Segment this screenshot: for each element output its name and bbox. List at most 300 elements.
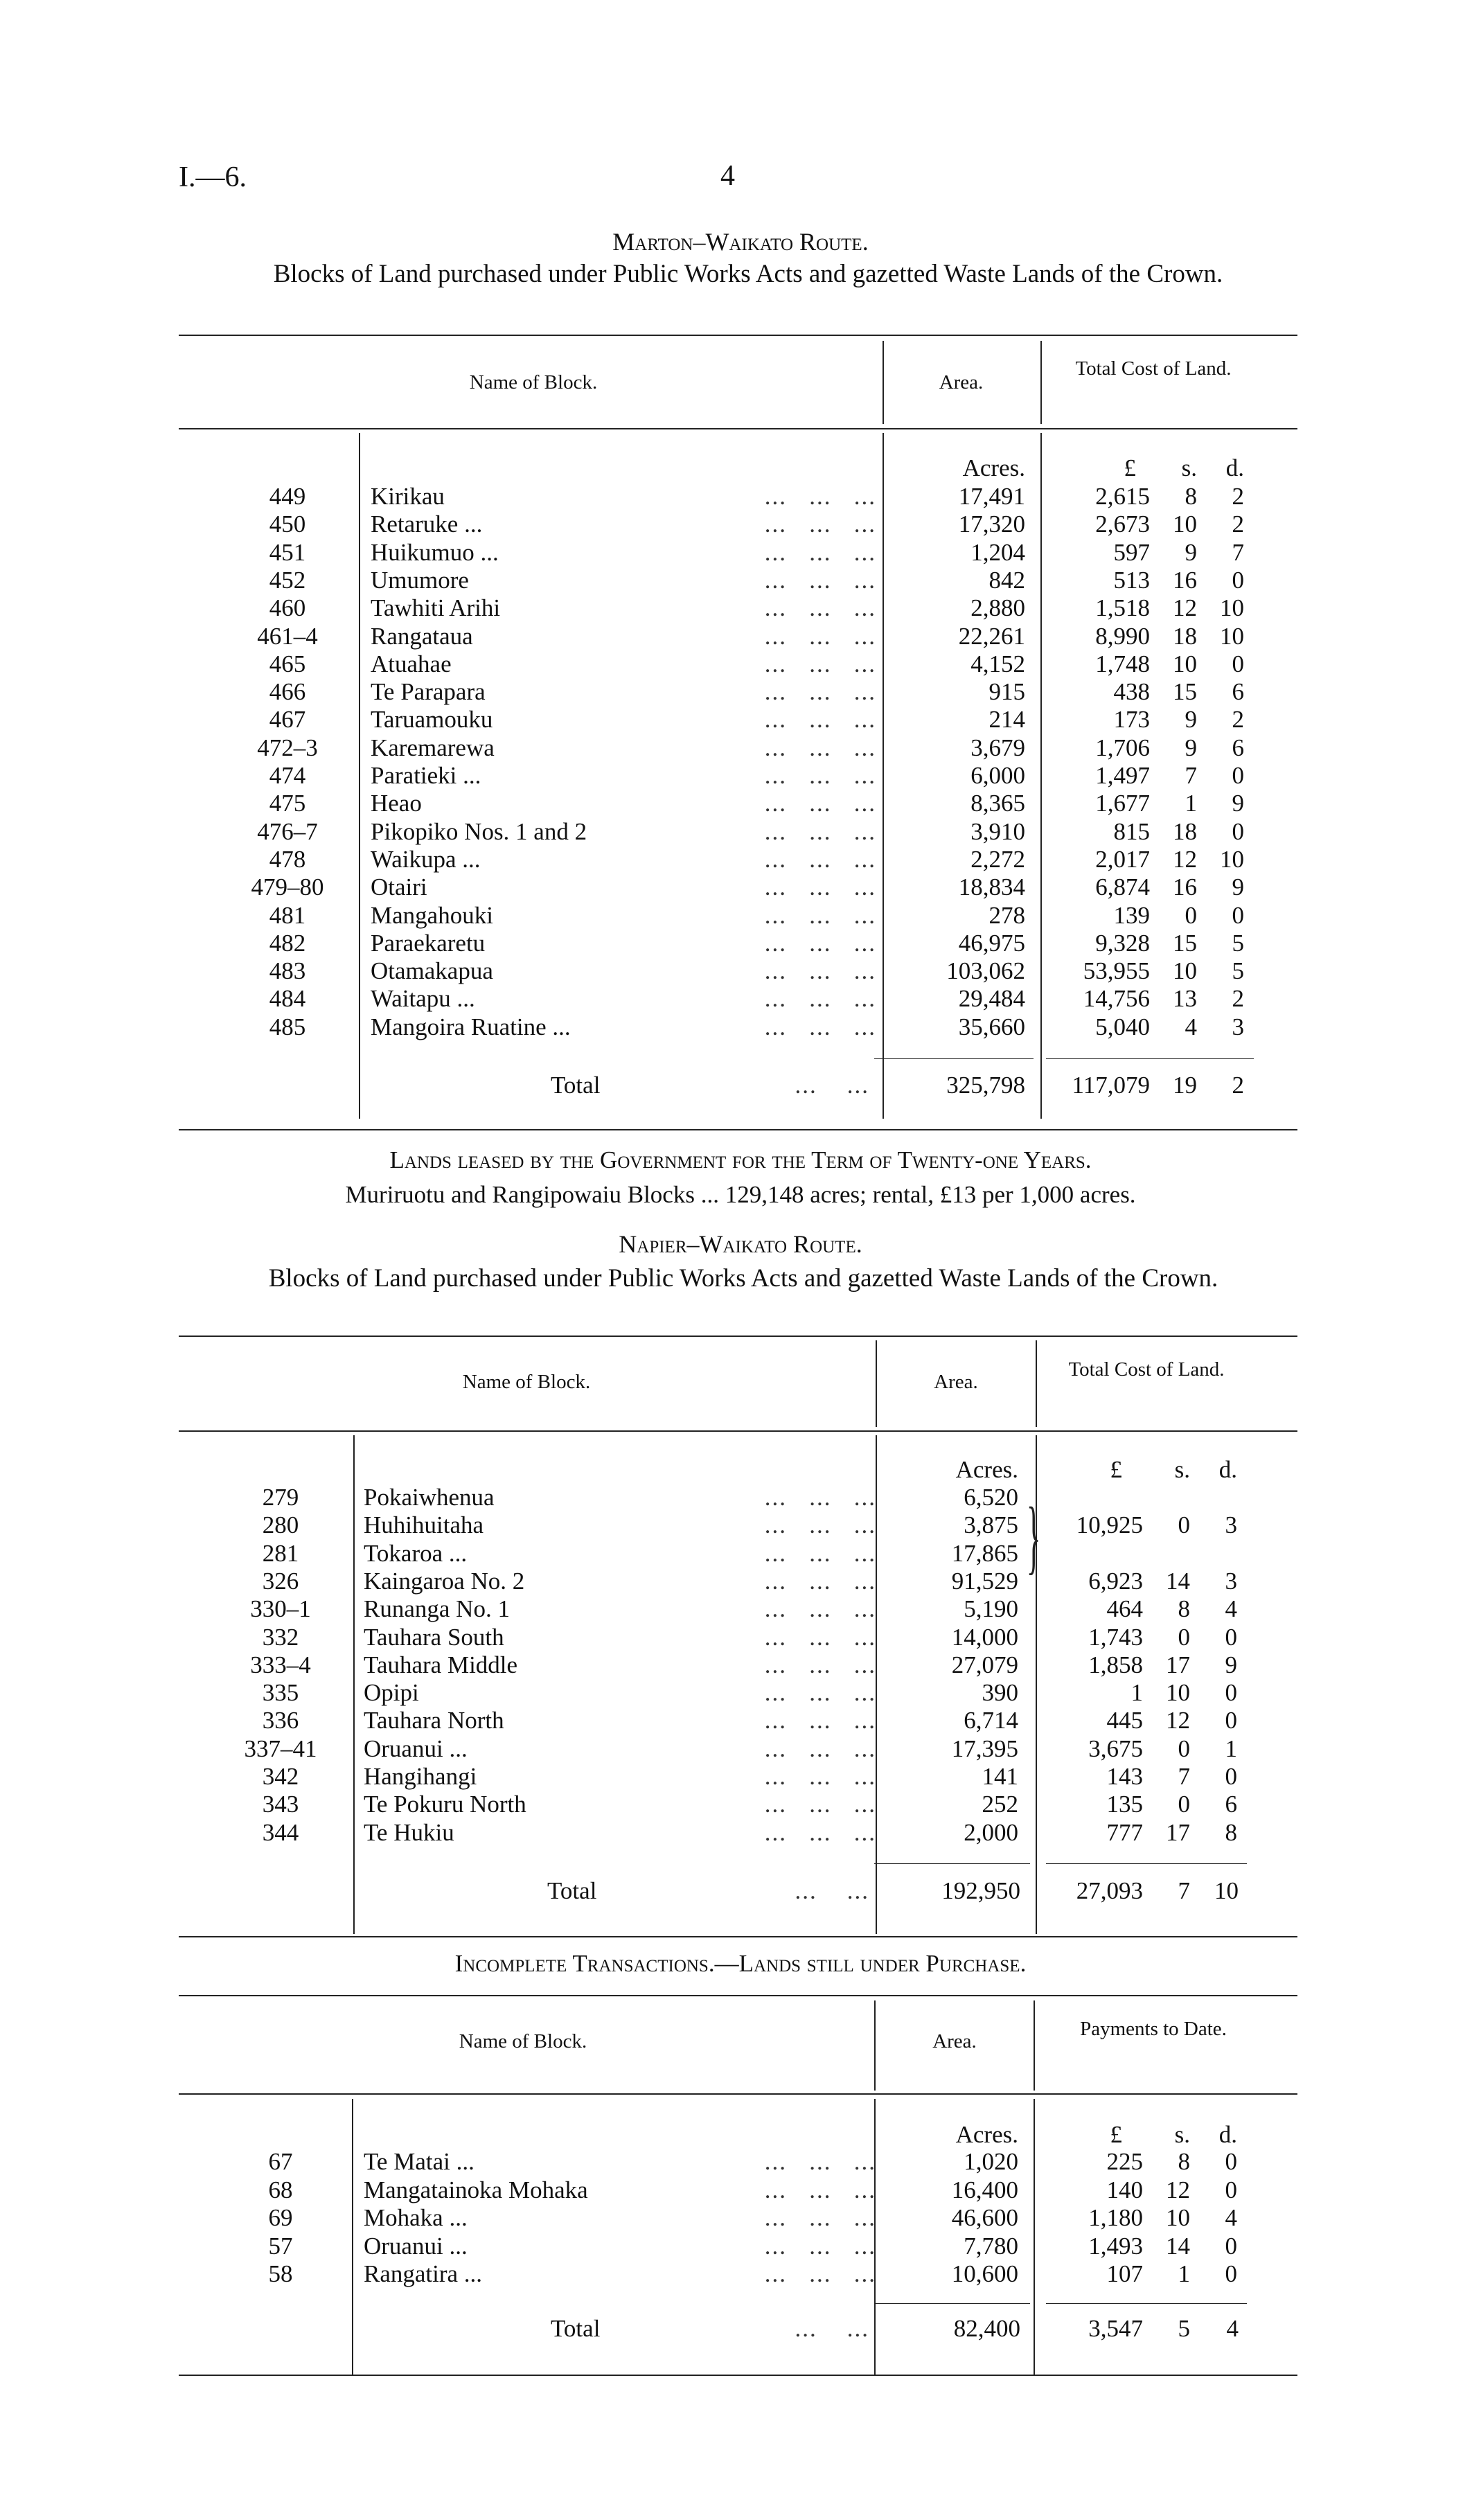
block-number: 332 [262, 1623, 299, 1651]
cost-shillings: 18 [1173, 817, 1197, 845]
cost-pence: 3 [1225, 1511, 1237, 1539]
cost-shillings: 0 [1178, 1623, 1190, 1651]
section1-header-divider-2 [1040, 341, 1042, 424]
cost-shillings: 16 [1173, 873, 1197, 901]
section1-header-divider-1 [883, 341, 884, 424]
block-name: Waitapu ... [371, 985, 475, 1013]
cost-pence: 2 [1232, 483, 1244, 510]
block-area: 6,714 [964, 1707, 1018, 1734]
block-number: 344 [262, 1818, 299, 1846]
block-number: 484 [269, 985, 306, 1013]
block-area: 3,875 [964, 1511, 1018, 1539]
table-row [0, 483, 1481, 511]
section3-title [0, 1950, 1481, 1978]
cost-shillings: 17 [1166, 1818, 1190, 1846]
leader-dots: ... ... ... [764, 1484, 876, 1511]
cost-pence: 0 [1232, 566, 1244, 594]
page-number: 4 [720, 160, 735, 192]
cost-pence: 0 [1225, 1679, 1237, 1707]
cost-shillings: 15 [1173, 929, 1197, 957]
cost-pence: 10 [1220, 845, 1244, 873]
block-area: 141 [982, 1763, 1018, 1790]
cost-shillings: 9 [1185, 706, 1197, 734]
section2-header-divider-2 [1036, 1340, 1037, 1427]
cost-shillings: 10 [1173, 511, 1197, 538]
block-number: 281 [262, 1539, 299, 1567]
cost-pounds: 445 [1106, 1707, 1143, 1734]
leader-dots: ... ... ... [764, 734, 876, 761]
block-name: Oruanui ... [364, 2232, 468, 2260]
cost-pence: 6 [1232, 734, 1244, 761]
block-name: Heao [371, 790, 422, 817]
table-row [0, 762, 1481, 790]
block-name: Paraekaretu [371, 929, 486, 957]
table-row [0, 539, 1481, 567]
leader-dots: ... ... ... [764, 511, 876, 538]
table-row [0, 1819, 1481, 1847]
section2-header-rule [179, 1430, 1297, 1432]
cost-shillings: 12 [1173, 845, 1197, 873]
block-area: 10,600 [951, 2260, 1018, 2287]
cost-shillings: 12 [1166, 1707, 1190, 1734]
leader-dots: ... ... ... [764, 1511, 876, 1539]
cost-pounds: 173 [1113, 706, 1150, 734]
block-number: 57 [268, 2232, 293, 2260]
block-area: 390 [982, 1679, 1018, 1707]
section2-total-label: Total [547, 1877, 597, 1904]
block-number: 467 [269, 706, 306, 734]
table-row [0, 985, 1481, 1013]
cost-pounds: 53,955 [1083, 957, 1150, 985]
cost-pounds: 2,017 [1095, 845, 1150, 873]
leader-dots: ... ... ... [764, 929, 876, 957]
block-number: 461–4 [257, 622, 318, 650]
block-number: 465 [269, 650, 306, 677]
block-name: Mangoira Ruatine ... [371, 1013, 571, 1040]
cost-shillings: 9 [1185, 734, 1197, 761]
section1-units-row [0, 454, 1481, 482]
block-area: 2,000 [964, 1818, 1018, 1846]
leader-dots: ... ... ... [764, 790, 876, 817]
section3-header-divider-2 [1034, 2000, 1035, 2091]
units-pence: d. [1218, 2121, 1237, 2148]
cost-shillings: 0 [1178, 1511, 1190, 1539]
leader-dots: ... ... ... [764, 1791, 876, 1818]
cost-pounds: 1 [1130, 1679, 1143, 1707]
units-area: Acres. [955, 2121, 1018, 2148]
block-number: 279 [262, 1484, 299, 1511]
cost-pence: 5 [1232, 929, 1244, 957]
block-number: 485 [269, 1013, 306, 1040]
leader-dots: ... ... ... [764, 957, 876, 985]
table-row [0, 594, 1481, 622]
cost-shillings: 10 [1173, 650, 1197, 677]
section3-units-row [0, 2121, 1481, 2149]
table-row [0, 2148, 1481, 2176]
section3-header-cost: Payments to Date. [1080, 2018, 1227, 2040]
block-name: Huhihuitaha [364, 1511, 484, 1539]
leader-dots: ... ... ... [764, 678, 876, 706]
block-name: Tawhiti Arihi [371, 594, 501, 622]
cost-pounds: 5,040 [1095, 1013, 1150, 1040]
cost-pounds: 6,923 [1088, 1567, 1143, 1595]
cost-pounds: 777 [1106, 1818, 1143, 1846]
block-name: Pokaiwhenua [364, 1484, 495, 1511]
block-name: Atuahae [371, 650, 452, 677]
table-row [0, 1763, 1481, 1791]
section2-total-area: 192,950 [941, 1877, 1020, 1904]
units-shillings: s. [1174, 1456, 1190, 1483]
block-number: 335 [262, 1679, 299, 1707]
block-number: 474 [269, 762, 306, 789]
block-name: Paratieki ... [371, 762, 481, 789]
cost-shillings: 4 [1185, 1013, 1197, 1040]
section3-top-rule [179, 1995, 1297, 1996]
leader-dots: ... ... ... [764, 594, 876, 622]
table-row [0, 678, 1481, 706]
section2-total-rule-cost [1046, 1863, 1247, 1864]
block-number: 452 [269, 566, 306, 594]
cost-pounds: 1,493 [1088, 2232, 1143, 2260]
block-number: 460 [269, 594, 306, 622]
block-number: 481 [269, 901, 306, 929]
block-number: 67 [268, 2148, 293, 2175]
section3-header-rule [179, 2093, 1297, 2095]
leader-dots: ... ... ... [764, 1679, 876, 1707]
section3-total-shillings: 5 [1178, 2315, 1190, 2342]
block-name: Karemarewa [371, 734, 495, 761]
section1-total-area: 325,798 [946, 1072, 1025, 1099]
section3-header-area: Area. [932, 2030, 977, 2052]
table-row [0, 902, 1481, 930]
block-area: 35,660 [958, 1013, 1025, 1040]
page-reference: I.—6. [179, 161, 247, 193]
units-area: Acres. [955, 1456, 1018, 1483]
units-pounds: £ [1110, 1456, 1122, 1483]
section1-total-shillings: 19 [1173, 1072, 1197, 1099]
section3-total-rule-cost [1046, 2303, 1247, 2304]
block-area: 2,880 [970, 594, 1025, 622]
leader-dots: ... ... ... [764, 1734, 876, 1762]
block-number: 466 [269, 678, 306, 706]
block-area: 915 [988, 678, 1025, 706]
block-name: Rangataua [371, 622, 473, 650]
table-row [0, 1679, 1481, 1707]
cost-pence: 8 [1225, 1818, 1237, 1846]
table-row [0, 623, 1481, 650]
cost-pounds: 2,615 [1095, 483, 1150, 510]
cost-shillings: 9 [1185, 538, 1197, 566]
cost-pounds: 815 [1113, 817, 1150, 845]
cost-pence: 3 [1232, 1013, 1244, 1040]
block-area: 46,975 [958, 929, 1025, 957]
table-row [0, 567, 1481, 594]
table-row [0, 1484, 1481, 1511]
cost-pounds: 1,706 [1095, 734, 1150, 761]
block-area: 17,491 [958, 483, 1025, 510]
block-area: 252 [982, 1791, 1018, 1818]
table-row [0, 1540, 1481, 1568]
cost-pence: 9 [1225, 1651, 1237, 1678]
block-name: Otamakapua [371, 957, 493, 985]
block-area: 18,834 [958, 873, 1025, 901]
block-area: 4,152 [970, 650, 1025, 677]
section3-total-row [0, 2314, 1481, 2344]
cost-shillings: 1 [1185, 790, 1197, 817]
table-row [0, 790, 1481, 817]
cost-shillings: 7 [1185, 762, 1197, 789]
block-number: 451 [269, 538, 306, 566]
block-number: 69 [268, 2204, 293, 2231]
section2-header-area: Area. [934, 1371, 978, 1393]
cost-pounds: 1,858 [1088, 1651, 1143, 1678]
cost-pounds: 143 [1106, 1763, 1143, 1790]
section2-total-rule-area [874, 1863, 1030, 1864]
leader-dots: ... ... ... [764, 1595, 876, 1623]
leader-dots: ... ... ... [764, 1567, 876, 1595]
section1-total-rule-area [874, 1058, 1034, 1059]
section3-total-pence: 4 [1226, 2315, 1239, 2342]
cost-pounds: 140 [1106, 2176, 1143, 2203]
block-number: 333–4 [250, 1651, 311, 1678]
cost-shillings: 1 [1178, 2260, 1190, 2287]
cost-pounds: 1,743 [1088, 1623, 1143, 1651]
block-name: Rangatira ... [364, 2260, 483, 2287]
table-row [0, 873, 1481, 901]
leader-dots: ... ... ... [764, 2260, 876, 2287]
block-area: 1,020 [964, 2148, 1018, 2175]
block-area: 27,079 [951, 1651, 1018, 1678]
section3-total-rule-area [874, 2303, 1030, 2304]
block-number: 336 [262, 1707, 299, 1734]
block-name: Te Pokuru North [364, 1791, 526, 1818]
leader-dots: ... ... ... [764, 2232, 876, 2260]
block-area: 29,484 [958, 985, 1025, 1013]
block-number: 475 [269, 790, 306, 817]
cost-pence: 0 [1232, 650, 1244, 677]
block-name: Kirikau [371, 483, 445, 510]
section1-header-rule [179, 428, 1297, 429]
block-number: 478 [269, 845, 306, 873]
cost-shillings: 0 [1178, 1734, 1190, 1762]
cost-shillings: 14 [1166, 1567, 1190, 1595]
cost-pence: 0 [1225, 2148, 1237, 2175]
table-row [0, 1511, 1481, 1539]
block-number: 68 [268, 2176, 293, 2203]
leader-dots: ... ... ... [764, 901, 876, 929]
cost-pence: 0 [1232, 762, 1244, 789]
leader-dots: ... ... ... [764, 706, 876, 734]
table-row [0, 818, 1481, 846]
units-shillings: s. [1174, 2121, 1190, 2148]
block-area: 91,529 [951, 1567, 1018, 1595]
cost-pounds: 513 [1113, 566, 1150, 594]
cost-pounds: 1,748 [1095, 650, 1150, 677]
block-area: 17,395 [951, 1734, 1018, 1762]
leader-dots: ... ... ... [764, 845, 876, 873]
section1-header-name: Name of Block. [469, 371, 598, 393]
block-area: 6,000 [970, 762, 1025, 789]
block-area: 103,062 [946, 957, 1025, 985]
cost-pence: 7 [1232, 538, 1244, 566]
block-name: Mangahouki [371, 901, 493, 929]
section2-total-pounds: 27,093 [1076, 1877, 1143, 1904]
cost-pounds: 135 [1106, 1791, 1143, 1818]
section3-total-pounds: 3,547 [1088, 2315, 1143, 2342]
leader-dots: ... ... ... [764, 985, 876, 1013]
cost-pounds: 1,497 [1095, 762, 1150, 789]
block-area: 17,320 [958, 511, 1025, 538]
cost-pounds: 9,328 [1095, 929, 1150, 957]
block-name: Mohaka ... [364, 2204, 468, 2231]
cost-shillings: 12 [1166, 2176, 1190, 2203]
block-area: 16,400 [951, 2176, 1018, 2203]
block-area: 214 [988, 706, 1025, 734]
section1-total-label: Total [551, 1072, 601, 1099]
table-row [0, 846, 1481, 873]
cost-pence: 10 [1220, 594, 1244, 622]
section2-grouping-brace: } [1027, 1490, 1041, 1582]
cost-pence: 0 [1225, 1623, 1237, 1651]
table-row [0, 706, 1481, 734]
section3-header-name: Name of Block. [459, 2030, 587, 2052]
cost-pence: 5 [1232, 957, 1244, 985]
leader-dots: ... ... ... [764, 650, 876, 677]
table-row [0, 957, 1481, 985]
section2-top-rule [179, 1336, 1297, 1337]
block-number: 483 [269, 957, 306, 985]
block-name: Mangatainoka Mohaka [364, 2176, 588, 2203]
leased-title-text: Lands leased by the Government for the Term of Twenty-one Years. [389, 1146, 1092, 1173]
table-row [0, 2260, 1481, 2288]
section2-header-divider-1 [876, 1340, 877, 1427]
section1-total-row [0, 1070, 1481, 1101]
block-area: 3,679 [970, 734, 1025, 761]
cost-pounds: 1,677 [1095, 790, 1150, 817]
section1-total-rule-cost [1046, 1058, 1254, 1059]
section2-header-cost: Total Cost of Land. [1068, 1358, 1225, 1381]
cost-shillings: 17 [1166, 1651, 1190, 1678]
units-shillings: s. [1181, 454, 1197, 481]
section2-total-dots: ... ... [795, 1877, 869, 1904]
block-name: Umumore [371, 566, 469, 594]
cost-shillings: 8 [1185, 483, 1197, 510]
block-number: 342 [262, 1763, 299, 1790]
block-area: 1,204 [970, 538, 1025, 566]
table-row [0, 734, 1481, 762]
section1-top-rule [179, 335, 1297, 336]
block-area: 2,272 [970, 845, 1025, 873]
table-row [0, 1651, 1481, 1679]
cost-pence: 0 [1225, 1763, 1237, 1790]
cost-shillings: 10 [1166, 2204, 1190, 2231]
block-name: Otairi [371, 873, 427, 901]
cost-pounds: 1,518 [1095, 594, 1150, 622]
table-row [0, 2204, 1481, 2232]
units-pounds: £ [1124, 454, 1136, 481]
table-row [0, 2176, 1481, 2204]
cost-pounds: 225 [1106, 2148, 1143, 2175]
section2-total-pence: 10 [1214, 1877, 1239, 1904]
cost-pounds: 10,925 [1076, 1511, 1143, 1539]
block-area: 22,261 [958, 622, 1025, 650]
leader-dots: ... ... ... [764, 1763, 876, 1790]
block-name: Oruanui ... [364, 1734, 468, 1762]
leader-dots: ... ... ... [764, 2148, 876, 2175]
leader-dots: ... ... ... [764, 873, 876, 901]
cost-shillings: 8 [1178, 2148, 1190, 2175]
block-name: Te Matai ... [364, 2148, 475, 2175]
leased-title [0, 1146, 1481, 1174]
leader-dots: ... ... ... [764, 1539, 876, 1567]
cost-pence: 9 [1232, 790, 1244, 817]
leader-dots: ... ... ... [764, 1707, 876, 1734]
cost-pounds: 3,675 [1088, 1734, 1143, 1762]
section3-total-label: Total [551, 2315, 601, 2342]
block-area: 7,780 [964, 2232, 1018, 2260]
table-row [0, 650, 1481, 678]
section1-bottom-rule [179, 1129, 1297, 1130]
section1-header-area: Area. [939, 371, 984, 393]
table-row [0, 1735, 1481, 1763]
cost-shillings: 14 [1166, 2232, 1190, 2260]
cost-pounds: 438 [1113, 678, 1150, 706]
leader-dots: ... ... ... [764, 538, 876, 566]
cost-pounds: 2,673 [1095, 511, 1150, 538]
section1-table-title: Blocks of Land purchased under Public Works Acts and gazetted Waste Lands of the Crown. [273, 260, 1223, 288]
block-area: 14,000 [951, 1623, 1018, 1651]
leader-dots: ... ... ... [764, 2176, 876, 2203]
block-area: 8,365 [970, 790, 1025, 817]
block-name: Opipi [364, 1679, 419, 1707]
leader-dots: ... ... ... [764, 483, 876, 510]
cost-pence: 6 [1232, 678, 1244, 706]
cost-shillings: 18 [1173, 622, 1197, 650]
block-area: 842 [988, 566, 1025, 594]
leader-dots: ... ... ... [764, 622, 876, 650]
block-number: 330–1 [250, 1595, 311, 1623]
cost-shillings: 10 [1166, 1679, 1190, 1707]
table-row [0, 1568, 1481, 1595]
cost-pence: 0 [1232, 901, 1244, 929]
block-number: 482 [269, 929, 306, 957]
cost-pence: 1 [1225, 1734, 1237, 1762]
block-number: 337–41 [244, 1734, 317, 1762]
cost-pence: 0 [1232, 817, 1244, 845]
block-name: Waikupa ... [371, 845, 481, 873]
cost-shillings: 15 [1173, 678, 1197, 706]
cost-pounds: 1,180 [1088, 2204, 1143, 2231]
table-row [0, 1013, 1481, 1041]
section1-total-dots: ... ... [795, 1072, 869, 1099]
block-name: Pikopiko Nos. 1 and 2 [371, 817, 587, 845]
leased-line: Muriruotu and Rangipowaiu Blocks ... 129,148 acres; rental, £13 per 1,000 acres. [345, 1181, 1136, 1208]
block-name: Tauhara Middle [364, 1651, 518, 1678]
block-area: 6,520 [964, 1484, 1018, 1511]
cost-pence: 6 [1225, 1791, 1237, 1818]
block-number: 449 [269, 483, 306, 510]
block-number: 450 [269, 511, 306, 538]
leader-dots: ... ... ... [764, 1818, 876, 1846]
section3-title-text: Incomplete Transactions.—Lands still under Purchase. [454, 1950, 1027, 1977]
block-number: 472–3 [257, 734, 318, 761]
block-name: Hangihangi [364, 1763, 477, 1790]
section3-header-divider-1 [874, 2000, 876, 2091]
block-area: 3,910 [970, 817, 1025, 845]
cost-pence: 9 [1232, 873, 1244, 901]
table-row [0, 511, 1481, 538]
leader-dots: ... ... ... [764, 1013, 876, 1040]
